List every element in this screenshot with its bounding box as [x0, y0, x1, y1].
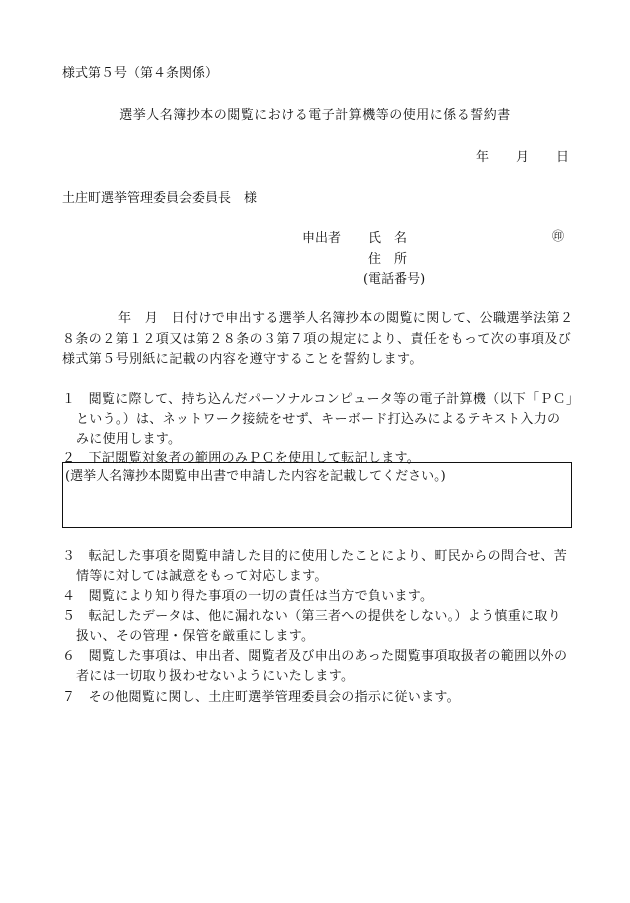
- date-year-label: 年: [476, 150, 490, 165]
- item-1-line-2: という。）は、ネットワーク接続をせず、キーボード打込みによるテキスト入力の: [76, 412, 561, 427]
- item-7: ７ その他閲覧に関し、土庄町選挙管理委員会の指示に従います。: [62, 690, 460, 705]
- body-line-2: ８条の２第１２項又は第２８条の３第７項の規定により、責任をもって次の事項及び: [62, 332, 572, 347]
- address-label: 住 所: [368, 252, 408, 267]
- item-6-line-2: 者には一切取り扱わせないようにいたします。: [76, 669, 355, 684]
- body-line-1: 年 月 日付けで申出する選挙人名簿抄本の閲覧に関して、公職選挙法第２: [118, 311, 574, 326]
- item-5-line-2: 扱い、その管理・保管を厳重にします。: [76, 629, 315, 644]
- item-1-line-3: みに使用します。: [76, 432, 182, 447]
- item-5-line-1: ５ 転記したデータは、他に漏れない（第三者への提供をしない。）よう慎重に取り: [62, 609, 561, 624]
- item-2: ２ 下記閲覧対象者の範囲のみＰＣを使用して転記します。: [62, 451, 421, 466]
- form-number: 様式第５号（第４条関係）: [62, 66, 219, 81]
- item-1-line-1: １ 閲覧に際して、持ち込んだパーソナルコンピュータ等の電子計算機（以下「ＰＣ」: [62, 392, 580, 407]
- body-line-3: 様式第５号別紙に記載の内容を遵守することを誓約します。: [62, 352, 423, 367]
- date-day-label: 日: [556, 150, 570, 165]
- item-3-line-1: ３ 転記した事項を閲覧申請した目的に使用したことにより、町民からの問合せ、苦: [62, 549, 568, 564]
- item-6-line-1: ６ 閲覧した事項は、申出者、閲覧者及び申出のあった閲覧事項取扱者の範囲以外の: [62, 649, 568, 664]
- date-month-label: 月: [516, 150, 530, 165]
- target-range-box[interactable]: [62, 462, 572, 528]
- item-3-line-2: 情等に対しては誠意をもって対応します。: [76, 569, 328, 584]
- addressee: 土庄町選挙管理委員会委員長 様: [62, 191, 258, 206]
- seal-mark: ㊞: [552, 229, 565, 243]
- applicant-label: 申出者: [302, 231, 342, 246]
- box-note: (選挙人名簿抄本閲覧申出書で申請した内容を記載してください。): [65, 469, 446, 484]
- item-4: ４ 閲覧により知り得た事項の一切の責任は当方で負います。: [62, 589, 434, 604]
- document-title: 選挙人名簿抄本の閲覧における電子計算機等の使用に係る誓約書: [119, 108, 511, 123]
- phone-label: (電話番号): [363, 272, 426, 287]
- name-label: 氏 名: [368, 231, 408, 246]
